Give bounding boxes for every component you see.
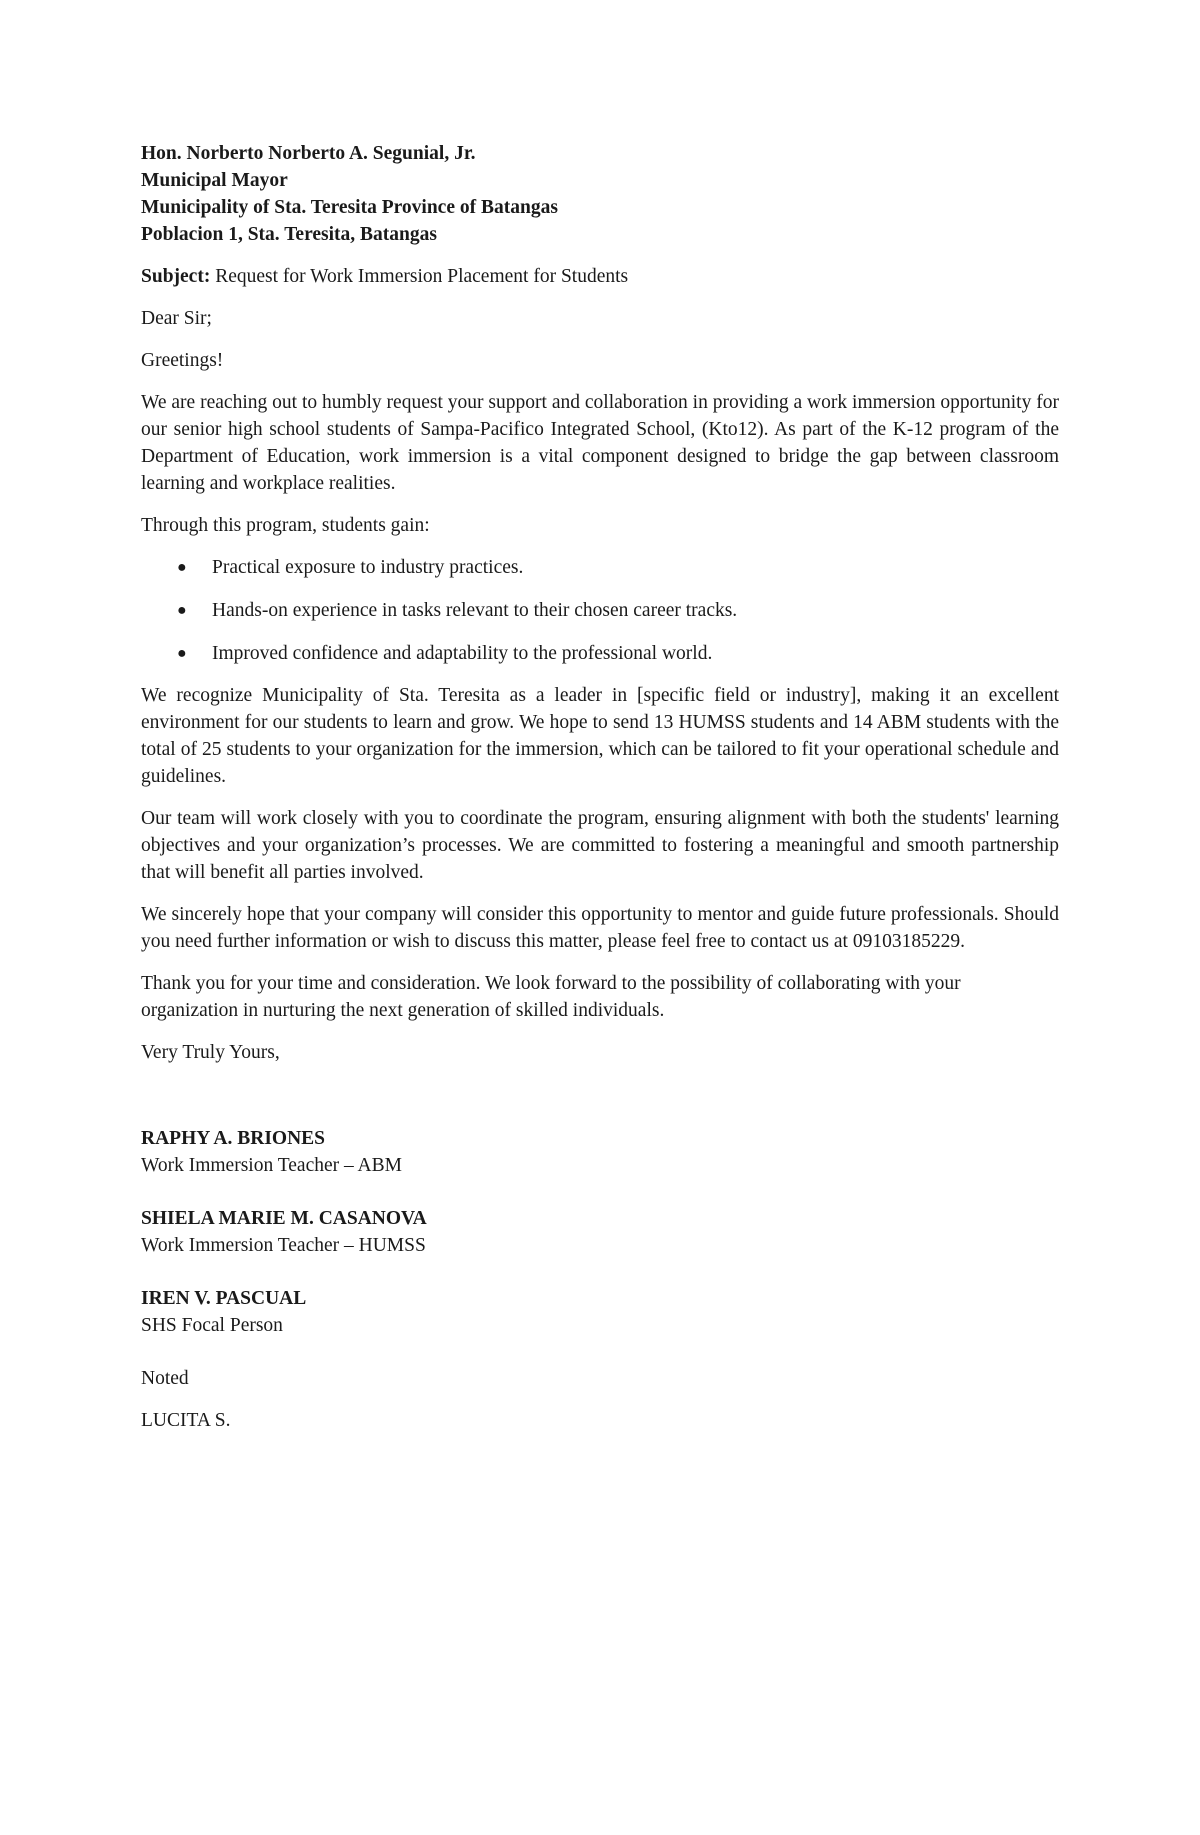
greeting: Greetings! <box>141 350 224 371</box>
signatory-title: SHS Focal Person <box>141 1315 283 1336</box>
recipient-name: Hon. Norberto Norberto A. Segunial, Jr. <box>141 143 476 164</box>
signatory-title: Work Immersion Teacher – ABM <box>141 1155 402 1176</box>
noted-label: Noted <box>141 1368 189 1389</box>
signatory-name: IREN V. PASCUAL <box>141 1288 307 1309</box>
signatory-title: Work Immersion Teacher – HUMSS <box>141 1235 426 1256</box>
subject-line <box>141 263 1059 290</box>
salutation: Dear Sir; <box>141 308 212 329</box>
list-item <box>141 640 1059 667</box>
bullet-icon: ● <box>177 602 187 619</box>
paragraph-thanks: Thank you for your time and consideration. We look forward to the possibility of collaborating with your organization in nurturing the next generation of skilled individuals. <box>141 973 961 1021</box>
subject-label: Subject: <box>141 266 211 287</box>
list-item-text: Improved confidence and adaptability to the professional world. <box>212 643 713 664</box>
list-item-text: Hands-on experience in tasks relevant to their chosen career tracks. <box>212 600 738 621</box>
list-item <box>141 597 1059 624</box>
paragraph-contact: We sincerely hope that your company will consider this opportunity to mentor and guide future professionals. Should you need further information or wish to discuss this matter, please feel free to contact us at 09103185229. <box>141 904 1059 952</box>
signature-space <box>141 1081 1059 1125</box>
paragraph-recognition: We recognize Municipality of Sta. Teresita as a leader in [specific field or industry], making it an excellent environment for our students to learn and grow. We hope to send 13 HUMSS students and 14 ABM students with the total of 25 students to your organization for the immersion, which can be tailored to fit your operational schedule and guidelines. <box>141 685 1059 787</box>
paragraph-request: We are reaching out to humbly request your support and collaboration in providing a work immersion opportunity for our senior high school students of Sampa-Pacifico Integrated School, (Kto12). As part of the K-12 program of the Department of Education, work immersion is a vital component designed to bridge the gap between classroom learning and workplace realities. <box>141 392 1059 494</box>
benefits-list <box>141 554 1059 667</box>
signatory-name: RAPHY A. BRIONES <box>141 1128 326 1149</box>
signatory-block <box>141 1125 1059 1179</box>
signatory-block <box>141 1205 1059 1259</box>
recipient-address-block <box>141 140 1059 248</box>
paragraph-coordination: Our team will work closely with you to coordinate the program, ensuring alignment with both the students' learning objectives and your organization’s processes. We are committed to fostering a meaningful and smooth partnership that will benefit all parties involved. <box>141 808 1059 883</box>
signatory-block <box>141 1285 1059 1339</box>
bullet-icon: ● <box>177 645 187 662</box>
paragraph-program-intro: Through this program, students gain: <box>141 515 430 536</box>
recipient-position: Municipal Mayor <box>141 170 288 191</box>
recipient-office: Municipality of Sta. Teresita Province of Batangas <box>141 197 558 218</box>
closing: Very Truly Yours, <box>141 1042 280 1063</box>
list-item-text: Practical exposure to industry practices. <box>212 557 524 578</box>
list-item <box>141 554 1059 581</box>
bullet-icon: ● <box>177 559 187 576</box>
recipient-address: Poblacion 1, Sta. Teresita, Batangas <box>141 224 437 245</box>
noted-name: LUCITA S. <box>141 1410 231 1431</box>
signatory-name: SHIELA MARIE M. CASANOVA <box>141 1208 427 1229</box>
letter-body <box>141 140 1059 1449</box>
subject-text: Request for Work Immersion Placement for Students <box>210 266 629 287</box>
